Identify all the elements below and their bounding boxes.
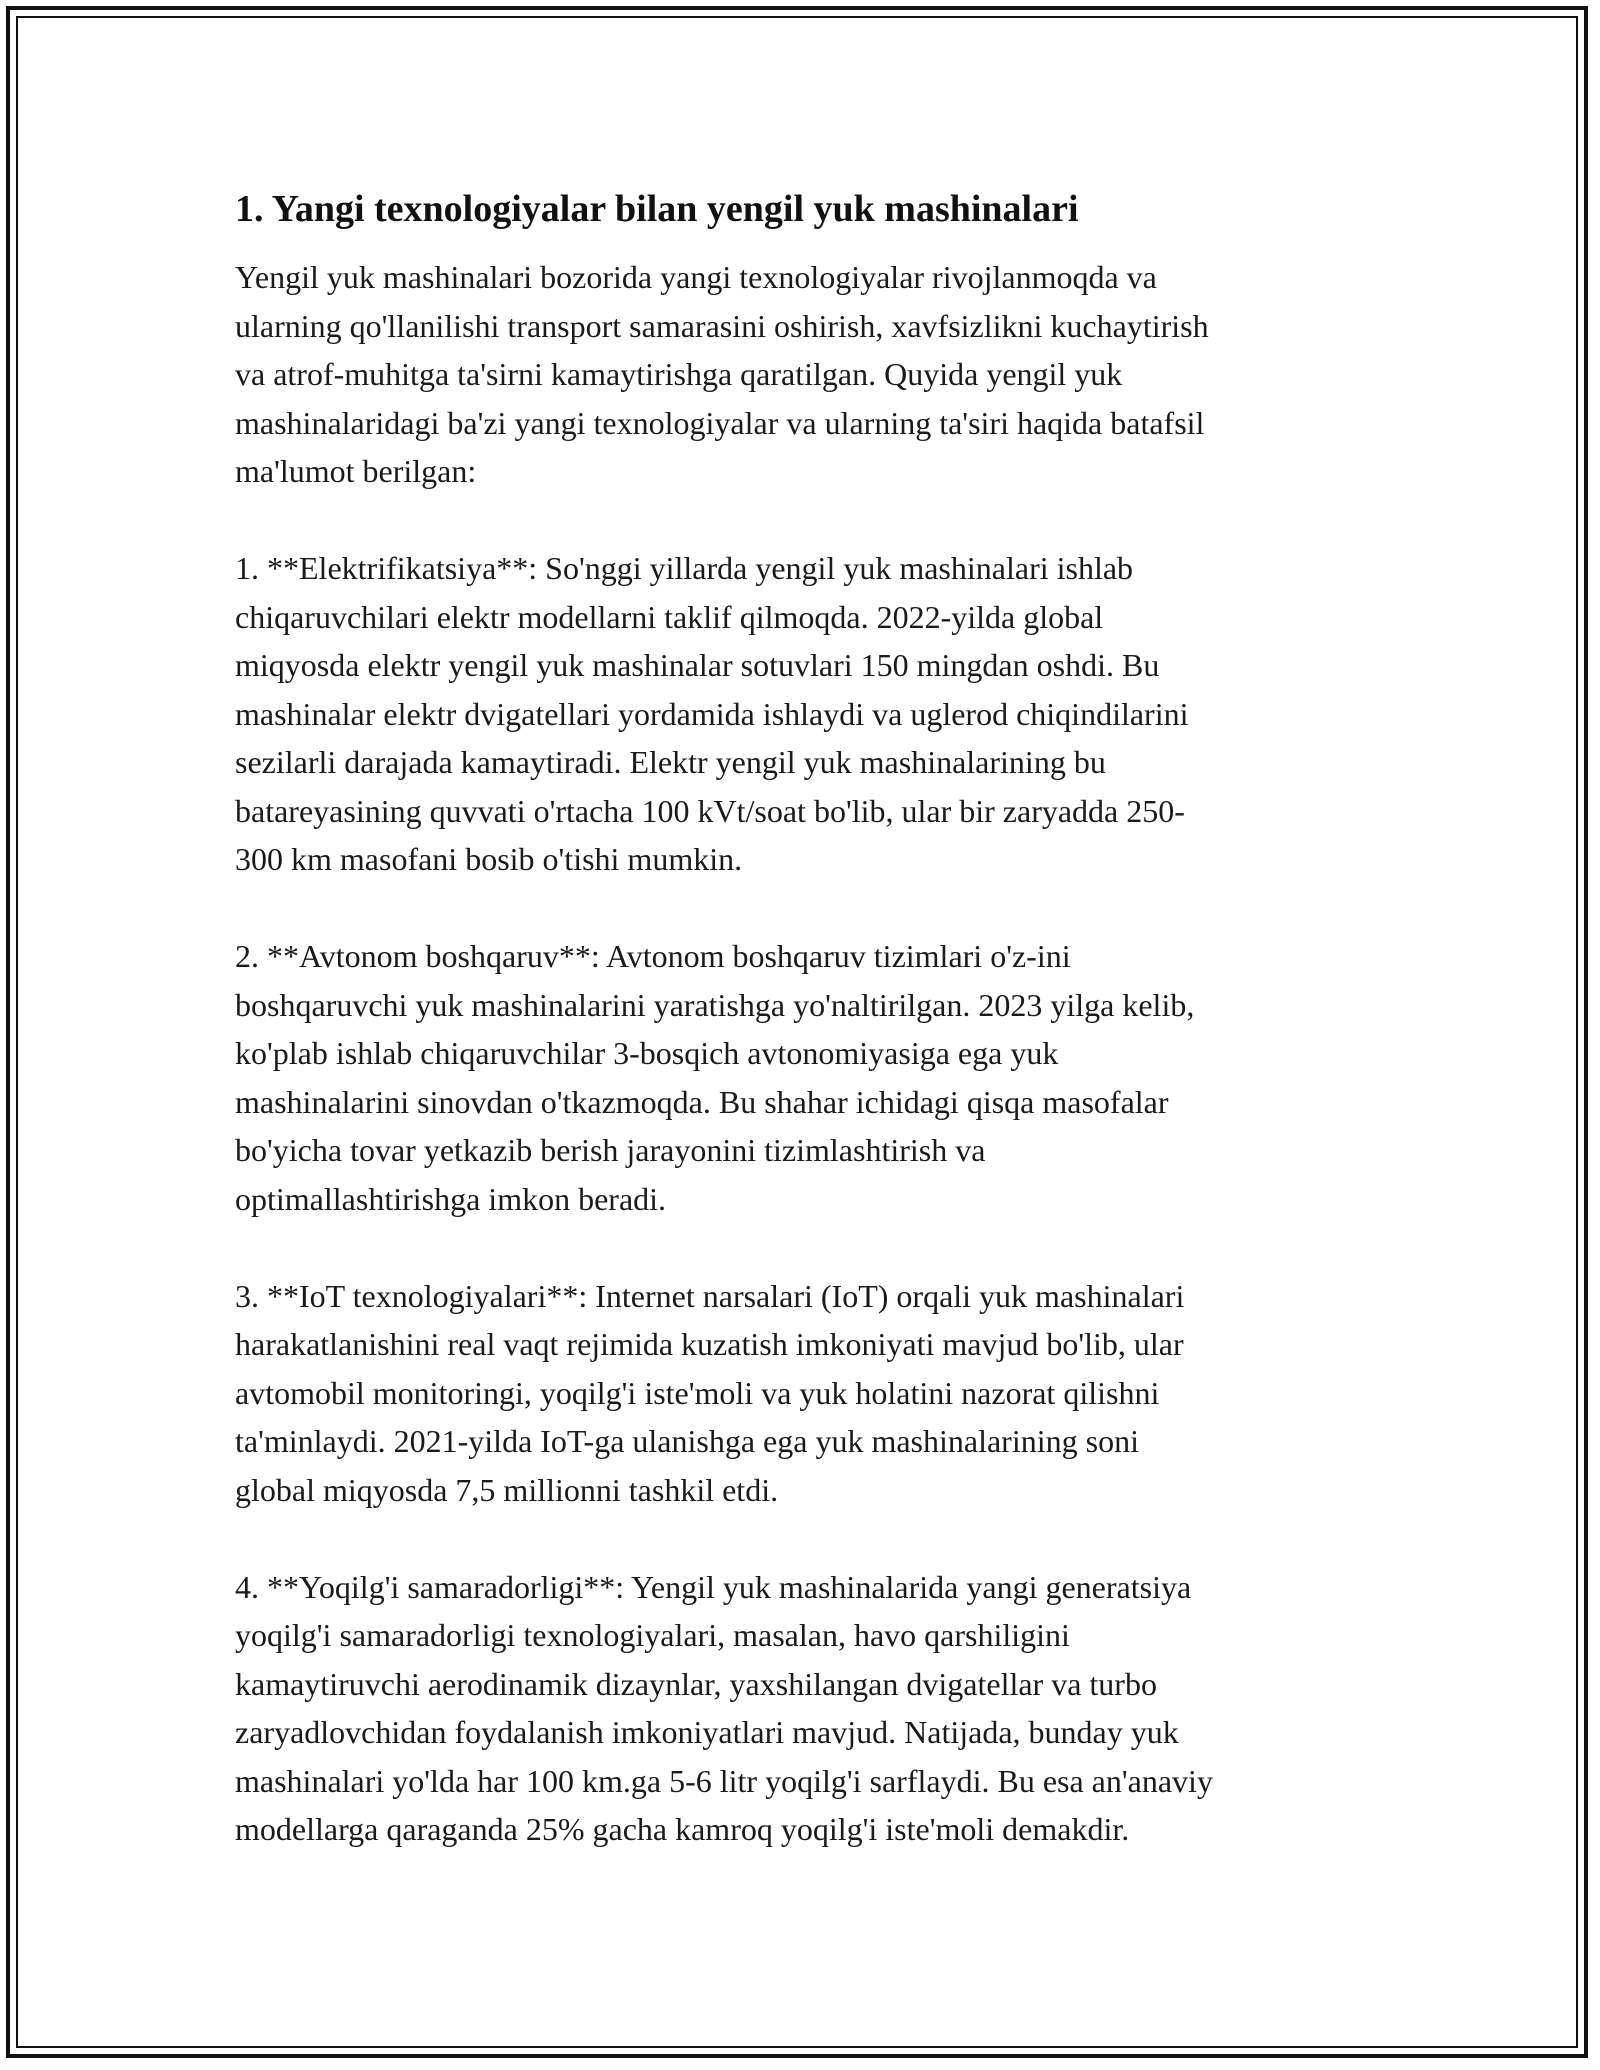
paragraph-line: kamaytiruvchi aerodinamik dizaynlar, yaxshilangan dvigatellar va turbo (235, 1665, 1157, 1702)
paragraph-line: mashinalarini sinovdan o'tkazmoqda. Bu shahar ichidagi qisqa masofalar (235, 1083, 1169, 1120)
paragraph-line: optimallashtirishga imkon beradi. (235, 1180, 667, 1217)
paragraph-line: ta'minlaydi. 2021-yilda IoT-ga ulanishga ega yuk mashinalarining soni (235, 1423, 1139, 1459)
paragraph-line: zaryadlovchidan foydalanish imkoniyatlari mavjud. Natijada, bunday yuk (235, 1714, 1179, 1750)
paragraph (235, 1563, 1365, 1854)
paragraph-line: global miqyosda 7,5 millionni tashkil etdi. (235, 1471, 779, 1508)
paragraph-line: 1. **Elektrifikatsiya**: So'nggi yillarda yengil yuk mashinalari ishlab (235, 550, 1134, 586)
paragraph-line: ko'plab ishlab chiqaruvchilar 3-bosqich avtonomiyasiga ega yuk (235, 1035, 1059, 1071)
paragraph-line: mashinalar elektr dvigatellari yordamida ishlaydi va uglerod chiqindilarini (235, 695, 1189, 732)
paragraph-line: 3. **IoT texnologiyalari**: Internet narsalari (IoT) orqali yuk mashinalari (235, 1277, 1185, 1314)
paragraph-line: ma'lumot berilgan: (235, 453, 477, 489)
paragraph-line: Yengil yuk mashinalari bozorida yangi texnologiyalar rivojlanmoqda va (235, 259, 1157, 295)
paragraph-line: mashinalari yo'lda har 100 km.ga 5-6 litr yoqilg'i sarflaydi. Bu esa an'anaviy (235, 1762, 1213, 1799)
paragraph-line: batareyasining quvvati o'rtacha 100 kVt/soat bo'lib, ular bir zaryadda 250- (235, 792, 1185, 829)
paragraph (235, 1272, 1365, 1515)
paragraph-line: mashinalaridagi ba'zi yangi texnologiyalar va ularning ta'siri haqida batafsil (235, 404, 1205, 441)
paragraph-line: bo'yicha tovar yetkazib berish jarayonini tizimlashtirish va (235, 1132, 986, 1168)
paragraph-line: 300 km masofani bosib o'tishi mumkin. (235, 841, 743, 877)
paragraph-line: modellarga qaraganda 25% gacha kamroq yoqilg'i iste'moli demakdir. (235, 1811, 1130, 1847)
paragraph (235, 932, 1365, 1223)
document-body (235, 185, 1365, 1854)
paragraph-line: miqyosda elektr yengil yuk mashinalar sotuvlari 150 mingdan oshdi. Bu (235, 647, 1160, 683)
paragraph-line: 4. **Yoqilg'i samaradorligi**: Yengil yuk mashinalarida yangi generatsiya (235, 1568, 1192, 1605)
paragraph-line: boshqaruvchi yuk mashinalarini yaratishga yo'naltirilgan. 2023 yilga kelib, (235, 986, 1195, 1023)
document-title: 1. Yangi texnologiyalar bilan yengil yuk mashinalari (235, 188, 1079, 230)
paragraph-list (235, 253, 1365, 1854)
paragraph-line: yoqilg'i samaradorligi texnologiyalari, masalan, havo qarshiligini (235, 1617, 1070, 1653)
paragraph-line: 2. **Avtonom boshqaruv**: Avtonom boshqaruv tizimlari o'z-ini (235, 938, 1071, 974)
paragraph (235, 253, 1365, 496)
paragraph-line: chiqaruvchilari elektr modellarni taklif qilmoqda. 2022-yilda global (235, 598, 1104, 635)
paragraph-line: va atrof-muhitga ta'sirni kamaytirishga qaratilgan. Quyida yengil yuk (235, 356, 1123, 392)
paragraph-line: avtomobil monitoringi, yoqilg'i iste'moli va yuk holatini nazorat qilishni (235, 1374, 1160, 1411)
paragraph-line: ularning qo'llanilishi transport samarasini oshirish, xavfsizlikni kuchaytirish (235, 307, 1209, 344)
paragraph-line: sezilarli darajada kamaytiradi. Elektr yengil yuk mashinalarining bu (235, 744, 1106, 780)
paragraph (235, 544, 1365, 884)
paragraph-line: harakatlanishini real vaqt rejimida kuzatish imkoniyati mavjud bo'lib, ular (235, 1326, 1184, 1362)
